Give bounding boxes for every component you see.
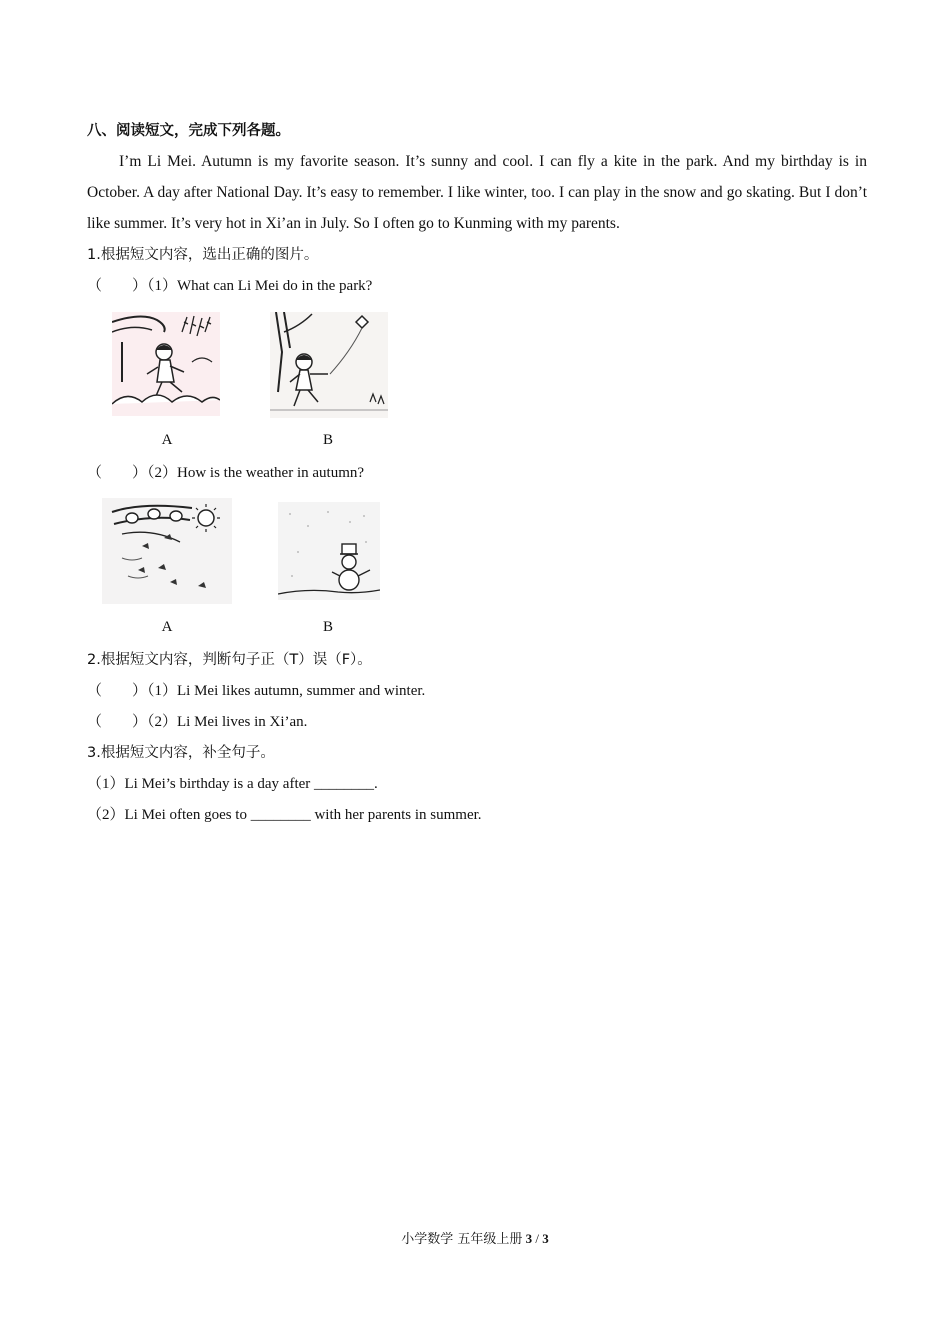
part1-question-2: （ ）（2）How is the weather in autumn? (87, 465, 365, 481)
q1-option-a-label: A (161, 432, 173, 448)
footer-subject: 小学数学 五年级上册 (401, 1232, 523, 1247)
part1-title: 1.根据短文内容，选出正确的图片。 (87, 247, 319, 263)
q2-picture-b (278, 502, 380, 600)
part3-question-1: （1）Li Mei’s birthday is a day after ________. (87, 776, 378, 792)
footer-total-pages: 3 (542, 1231, 549, 1246)
part2-question-2: （ ）（2）Li Mei lives in Xi’an. (87, 714, 308, 730)
part1-question-1: （ ）（1）What can Li Mei do in the park? (87, 278, 373, 294)
q1-picture-b (270, 312, 388, 418)
part2-question-1: （ ）（1）Li Mei likes autumn, summer and winter. (87, 683, 426, 699)
q1-option-b-label: B (322, 432, 333, 448)
part3-question-2: （2）Li Mei often goes to ________ with her parents in summer. (87, 807, 482, 823)
q2-option-b-label: B (322, 619, 333, 635)
page-footer (0, 1228, 950, 1247)
q1-picture-a (112, 312, 220, 416)
part2-title: 2.根据短文内容，判断句子正（T）误（F）。 (87, 652, 372, 668)
q2-option-a-label: A (161, 619, 173, 635)
q2-picture-a (102, 498, 232, 604)
footer-separator: / (535, 1231, 539, 1246)
reading-passage: I’m Li Mei. Autumn is my favorite season. It’s sunny and cool. I can fly a kite in the park. And my birthday is in October. A day after National Day. It’s easy to remember. I like winter, too. I can play in the snow and go skating. But I don’t like summer. It’s very hot in Xi’an in July. So I often go to Kunming with my parents. (87, 153, 867, 232)
footer-page-number: 3 (525, 1231, 533, 1246)
section-heading: 八、阅读短文，完成下列各题。 (87, 123, 290, 139)
part3-title: 3.根据短文内容，补全句子。 (87, 745, 275, 761)
